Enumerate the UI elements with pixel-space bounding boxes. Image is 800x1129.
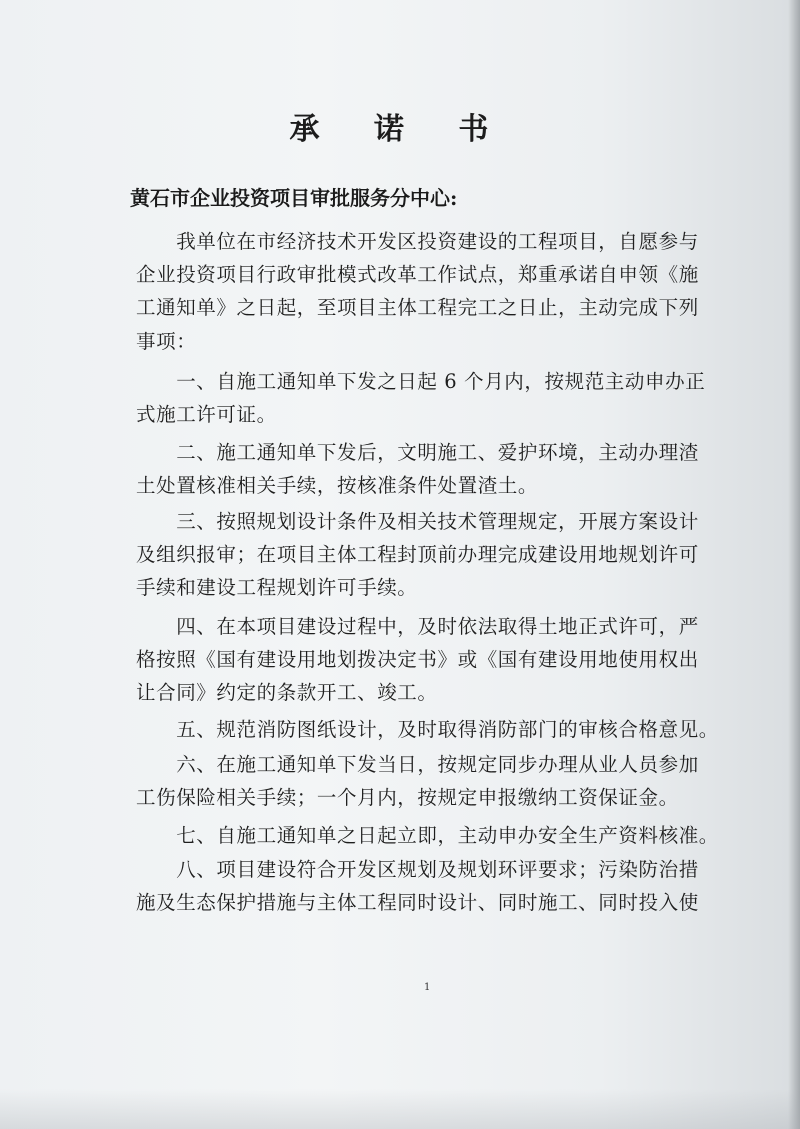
body-line: 企业投资项目行政审批模式改革工作试点，郑重承诺自申领《施 <box>136 263 699 286</box>
body-line: 我单位在市经济技术开发区投资建设的工程项目，自愿参与 <box>136 230 699 253</box>
body-line: 八、项目建设符合开发区规划及规划环评要求；污染防治措 <box>136 858 699 881</box>
body-line: 五、规范消防图纸设计，及时取得消防部门的审核合格意见。 <box>136 718 719 741</box>
page-number: 1 <box>424 982 431 993</box>
body-line: 手续和建设工程规划许可手续。 <box>136 576 418 599</box>
body-line: 工伤保险相关手续；一个月内，按规定申报缴纳工资保证金。 <box>136 786 679 809</box>
body-line: 七、自施工通知单之日起立即，主动申办安全生产资料核准。 <box>136 824 719 847</box>
page-bottom-shade <box>0 1089 800 1129</box>
body-line: 六、在施工通知单下发当日，按规定同步办理从业人员参加 <box>136 753 699 776</box>
document-title: 承 诺 书 <box>289 112 511 147</box>
body-line: 工通知单》之日起，至项目主体工程完工之日止，主动完成下列 <box>136 296 699 319</box>
body-line: 二、施工通知单下发后，文明施工、爱护环境，主动办理渣 <box>136 441 699 464</box>
body-line: 格按照《国有建设用地划拨决定书》或《国有建设用地使用权出 <box>136 648 699 671</box>
body-line: 三、按照规划设计条件及相关技术管理规定，开展方案设计 <box>136 510 699 533</box>
body-line: 式施工许可证。 <box>136 403 277 426</box>
body-line: 土处置核准相关手续，按核准条件处置渣土。 <box>136 474 539 497</box>
addressee-line: 黄石市企业投资项目审批服务分中心: <box>130 186 458 210</box>
body-line: 施及生态保护措施与主体工程同时设计、同时施工、同时投入使 <box>136 891 699 914</box>
body-line: 四、在本项目建设过程中，及时依法取得土地正式许可，严 <box>136 615 699 638</box>
page-edge-shadow <box>788 0 800 1129</box>
body-line: 事项： <box>136 330 197 353</box>
body-line: 一、自施工通知单下发之日起 6 个月内，按规范主动申办正 <box>136 370 706 393</box>
body-line: 让合同》约定的条款开工、竣工。 <box>136 681 438 704</box>
body-line: 及组织报审；在项目主体工程封顶前办理完成建设用地规划许可 <box>136 543 699 566</box>
